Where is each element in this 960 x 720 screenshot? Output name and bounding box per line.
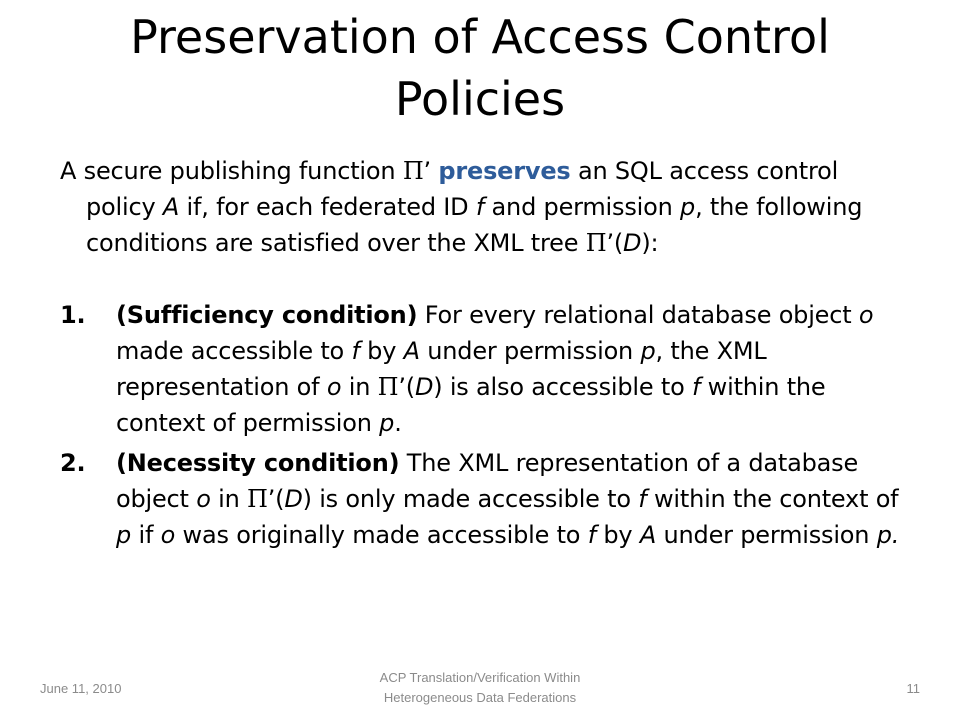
page-number: 11 [906,681,920,696]
list-number: 1. [60,301,86,329]
condition-var: p. [876,521,900,549]
intro-var: A [162,193,180,221]
condition-text: ) is only made accessible to [302,485,639,513]
condition-text: under permission [419,337,641,365]
condition-var: o [326,373,342,401]
condition-var: p [116,521,132,549]
list-number: 2. [60,449,86,477]
condition-text: . [394,409,402,437]
condition-text: For every relational database object [417,301,859,329]
condition-text: ’( [267,485,285,513]
condition-var: p [640,337,656,365]
condition-var: A [403,337,420,365]
footer-title-line-1: ACP Translation/Verification Within [379,670,581,685]
condition-var: D [414,373,434,401]
intro-text: if, for each federated ID [179,193,476,221]
slide-title-line-2: Policies [394,72,566,126]
condition-text: under permission [656,521,877,549]
intro-text: ’( [606,229,624,257]
condition-text: within the context of [646,485,899,513]
preserves-emphasis: preserves [438,157,571,185]
condition-var: o [160,521,176,549]
intro-text: , the following conditions are satisfied over the XML tree [86,193,863,257]
condition-text: made accessible to [116,337,352,365]
condition-label: (Sufficiency condition) [116,301,418,329]
condition-var: A [639,521,657,549]
intro-text: and permission [484,193,681,221]
intro-text: A secure publishing function [60,157,403,185]
condition-text: by [595,521,640,549]
slide-title-line-1: Preservation of Access Control [130,10,830,64]
condition-var: p [379,409,395,437]
intro-var: p [680,193,696,221]
pi-symbol: Π [247,485,268,513]
condition-text: by [359,337,404,365]
condition-text: The XML representation of a database object [116,449,859,513]
intro-text: an SQL access control policy [86,157,839,221]
condition-var: f [638,485,647,513]
intro-var: f [475,193,485,221]
intro-text: ’ [423,157,439,185]
intro-paragraph [60,153,910,261]
slide-title [40,6,920,130]
condition-var: f [692,373,701,401]
condition-label: (Necessity condition) [116,449,400,477]
slide-body [60,153,910,557]
condition-item-sufficiency [60,297,910,441]
condition-text: within the context of permission [116,373,826,437]
pi-symbol: Π [377,373,399,401]
condition-var: f [351,337,360,365]
pi-symbol: Π [402,157,424,185]
footer-date: June 11, 2010 [40,681,122,696]
condition-text: in [210,485,248,513]
condition-var: o [858,301,874,329]
condition-text: was originally made accessible to [175,521,588,549]
footer-title-line-2: Heterogeneous Data Federations [383,690,577,705]
condition-var: D [284,485,303,513]
condition-item-necessity [60,445,910,553]
pi-symbol: Π [585,229,607,257]
condition-text: if [131,521,161,549]
condition-text: ’( [398,373,415,401]
condition-var: f [587,521,596,549]
condition-text: ) is also accessible to [433,373,692,401]
condition-text: , the XML representation of [116,337,767,401]
condition-var: o [196,485,211,513]
condition-text: in [341,373,378,401]
intro-text: ): [641,229,659,257]
intro-var: D [623,229,642,257]
footer-title [330,668,630,708]
